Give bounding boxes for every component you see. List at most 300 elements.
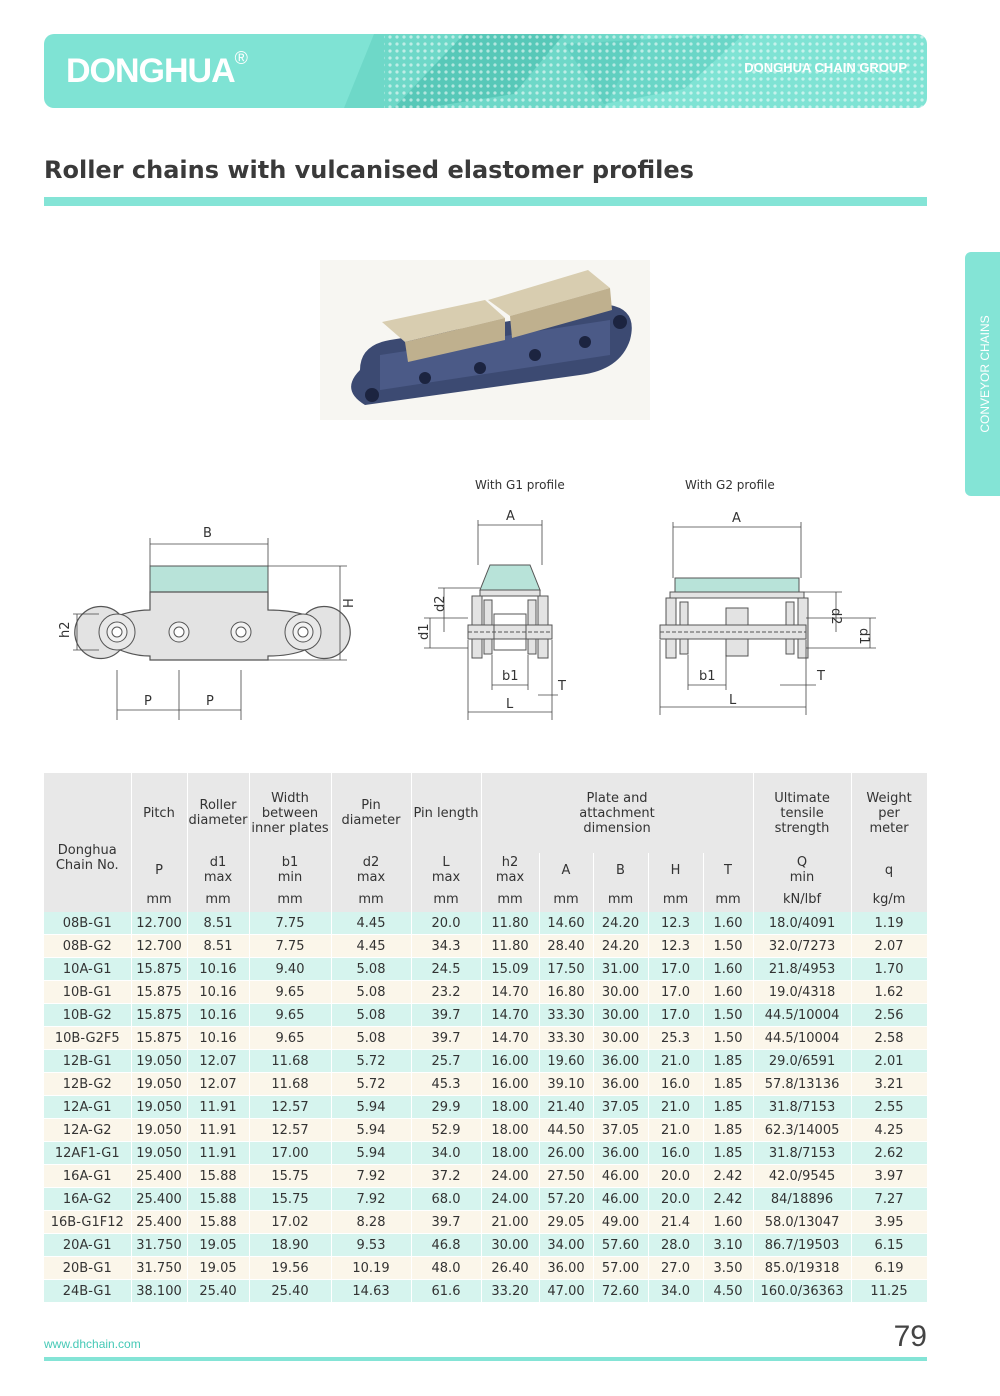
- g2-label-T: T: [817, 669, 825, 684]
- table-cell: 25.7: [411, 1050, 481, 1073]
- header-banner: [44, 34, 927, 108]
- g2-label-d2: d2: [828, 608, 843, 625]
- table-cell: 1.60: [703, 958, 753, 981]
- table-cell: 1.85: [703, 1050, 753, 1073]
- table-cell: 19.050: [131, 1096, 187, 1119]
- website-url[interactable]: www.dhchain.com: [44, 1337, 141, 1351]
- table-cell: 6.19: [851, 1257, 927, 1280]
- table-cell: 15.75: [249, 1165, 331, 1188]
- chain-number-cell: 10B-G2F5: [44, 1027, 131, 1050]
- table-cell: 38.100: [131, 1280, 187, 1303]
- table-cell: 18.90: [249, 1234, 331, 1257]
- table-cell: 11.80: [481, 912, 539, 935]
- table-cell: 1.50: [703, 1027, 753, 1050]
- table-cell: 31.8/7153: [753, 1142, 851, 1165]
- unit-cell: mm: [593, 887, 648, 912]
- unit-cell: mm: [648, 887, 703, 912]
- table-cell: 7.92: [331, 1188, 411, 1211]
- col-pin-length: Pin length: [411, 773, 481, 853]
- table-cell: 12.57: [249, 1119, 331, 1142]
- table-cell: 23.2: [411, 981, 481, 1004]
- table-cell: 2.62: [851, 1142, 927, 1165]
- table-cell: 47.00: [539, 1280, 593, 1303]
- page-number: 79: [893, 1320, 927, 1353]
- table-cell: 2.58: [851, 1027, 927, 1050]
- table-cell: 24.00: [481, 1165, 539, 1188]
- table-cell: 25.400: [131, 1211, 187, 1234]
- chain-number-cell: 12B-G1: [44, 1050, 131, 1073]
- table-cell: 8.28: [331, 1211, 411, 1234]
- table-cell: 4.45: [331, 935, 411, 958]
- chain-number-cell: 12AF1-G1: [44, 1142, 131, 1165]
- table-cell: 31.00: [593, 958, 648, 981]
- table-cell: 6.15: [851, 1234, 927, 1257]
- table-cell: 5.94: [331, 1119, 411, 1142]
- table-row: [44, 1050, 927, 1073]
- table-cell: 19.050: [131, 1119, 187, 1142]
- table-cell: 44.5/10004: [753, 1027, 851, 1050]
- table-cell: 15.875: [131, 1027, 187, 1050]
- g1-label-b1: b1: [502, 669, 519, 684]
- table-cell: 72.60: [593, 1280, 648, 1303]
- table-cell: 12.07: [187, 1050, 249, 1073]
- sym-cell: B: [593, 853, 648, 887]
- table-cell: 15.88: [187, 1188, 249, 1211]
- table-cell: 46.00: [593, 1165, 648, 1188]
- col-weight: Weight per meter: [851, 773, 927, 853]
- table-row: [44, 1257, 927, 1280]
- g2-label-d1: d1: [856, 628, 871, 645]
- product-photo: [320, 260, 650, 420]
- table-cell: 2.42: [703, 1165, 753, 1188]
- table-cell: 37.05: [593, 1096, 648, 1119]
- table-cell: 44.50: [539, 1119, 593, 1142]
- table-cell: 5.94: [331, 1096, 411, 1119]
- table-cell: 11.91: [187, 1119, 249, 1142]
- table-cell: 34.0: [411, 1142, 481, 1165]
- dim-label-P2: P: [206, 694, 214, 709]
- table-cell: 31.8/7153: [753, 1096, 851, 1119]
- table-cell: 34.3: [411, 935, 481, 958]
- table-cell: 15.09: [481, 958, 539, 981]
- table-cell: 25.3: [648, 1027, 703, 1050]
- table-cell: 14.60: [539, 912, 593, 935]
- table-cell: 1.19: [851, 912, 927, 935]
- sym-cell: T: [703, 853, 753, 887]
- sym-cell: d1 max: [187, 853, 249, 887]
- table-cell: 160.0/36363: [753, 1280, 851, 1303]
- unit-cell: mm: [703, 887, 753, 912]
- table-row: [44, 1004, 927, 1027]
- spec-table: [44, 773, 928, 1303]
- table-cell: 19.05: [187, 1257, 249, 1280]
- table-cell: 57.20: [539, 1188, 593, 1211]
- table-cell: 12.700: [131, 912, 187, 935]
- table-cell: 12.3: [648, 935, 703, 958]
- table-cell: 16.00: [481, 1073, 539, 1096]
- table-row: [44, 912, 927, 935]
- table-cell: 21.40: [539, 1096, 593, 1119]
- chain-number-cell: 08B-G2: [44, 935, 131, 958]
- dim-label-h2: h2: [58, 621, 73, 638]
- g2-profile-caption: With G2 profile: [685, 478, 775, 492]
- table-cell: 5.94: [331, 1142, 411, 1165]
- table-cell: 49.00: [593, 1211, 648, 1234]
- table-cell: 17.00: [249, 1142, 331, 1165]
- unit-cell: mm: [131, 887, 187, 912]
- table-cell: 15.875: [131, 958, 187, 981]
- sym-cell: L max: [411, 853, 481, 887]
- chain-number-cell: 16A-G2: [44, 1188, 131, 1211]
- table-cell: 20.0: [411, 912, 481, 935]
- table-cell: 1.62: [851, 981, 927, 1004]
- table-cell: 58.0/13047: [753, 1211, 851, 1234]
- table-cell: 15.875: [131, 981, 187, 1004]
- table-cell: 86.7/19503: [753, 1234, 851, 1257]
- table-cell: 28.0: [648, 1234, 703, 1257]
- unit-cell: mm: [539, 887, 593, 912]
- table-cell: 11.25: [851, 1280, 927, 1303]
- unit-cell: mm: [187, 887, 249, 912]
- sym-cell: d2 max: [331, 853, 411, 887]
- table-cell: 1.85: [703, 1119, 753, 1142]
- table-cell: 18.00: [481, 1142, 539, 1165]
- side-view-diagram: [55, 520, 375, 720]
- table-cell: 24.5: [411, 958, 481, 981]
- table-cell: 24.20: [593, 935, 648, 958]
- table-cell: 57.60: [593, 1234, 648, 1257]
- chain-number-cell: 16A-G1: [44, 1165, 131, 1188]
- table-cell: 42.0/9545: [753, 1165, 851, 1188]
- unit-cell: mm: [331, 887, 411, 912]
- table-cell: 7.92: [331, 1165, 411, 1188]
- table-cell: 27.0: [648, 1257, 703, 1280]
- table-cell: 1.60: [703, 1211, 753, 1234]
- table-cell: 17.0: [648, 981, 703, 1004]
- g1-profile-diagram: [410, 500, 580, 725]
- table-cell: 46.00: [593, 1188, 648, 1211]
- table-cell: 14.70: [481, 1004, 539, 1027]
- table-cell: 12.57: [249, 1096, 331, 1119]
- table-cell: 9.53: [331, 1234, 411, 1257]
- table-cell: 28.40: [539, 935, 593, 958]
- chain-number-cell: 20A-G1: [44, 1234, 131, 1257]
- chain-number-cell: 12A-G2: [44, 1119, 131, 1142]
- table-row: [44, 1142, 927, 1165]
- table-cell: 85.0/19318: [753, 1257, 851, 1280]
- table-cell: 29.05: [539, 1211, 593, 1234]
- table-row: [44, 935, 927, 958]
- g1-label-A: A: [506, 509, 515, 524]
- table-cell: 3.97: [851, 1165, 927, 1188]
- table-cell: 30.00: [593, 981, 648, 1004]
- table-cell: 19.05: [187, 1234, 249, 1257]
- table-cell: 48.0: [411, 1257, 481, 1280]
- sym-cell: q: [851, 853, 927, 887]
- col-plate-dimension: Plate and attachment dimension: [481, 773, 753, 853]
- table-cell: 21.0: [648, 1119, 703, 1142]
- table-cell: 8.51: [187, 935, 249, 958]
- col-tensile-strength: Ultimate tensile strength: [753, 773, 851, 853]
- table-cell: 25.400: [131, 1188, 187, 1211]
- table-cell: 45.3: [411, 1073, 481, 1096]
- table-cell: 21.0: [648, 1050, 703, 1073]
- table-cell: 30.00: [593, 1004, 648, 1027]
- table-cell: 19.0/4318: [753, 981, 851, 1004]
- table-row: [44, 1211, 927, 1234]
- table-cell: 11.91: [187, 1096, 249, 1119]
- table-cell: 10.16: [187, 958, 249, 981]
- table-cell: 15.88: [187, 1165, 249, 1188]
- table-cell: 26.00: [539, 1142, 593, 1165]
- g1-label-L: L: [506, 697, 514, 712]
- table-cell: 2.56: [851, 1004, 927, 1027]
- spec-table-body: [44, 912, 927, 1303]
- sym-cell: A: [539, 853, 593, 887]
- unit-cell: mm: [249, 887, 331, 912]
- table-cell: 4.45: [331, 912, 411, 935]
- table-cell: 19.050: [131, 1050, 187, 1073]
- table-cell: 5.08: [331, 958, 411, 981]
- table-cell: 57.8/13136: [753, 1073, 851, 1096]
- table-cell: 39.10: [539, 1073, 593, 1096]
- table-cell: 3.95: [851, 1211, 927, 1234]
- table-cell: 29.0/6591: [753, 1050, 851, 1073]
- table-cell: 9.65: [249, 1027, 331, 1050]
- table-cell: 1.85: [703, 1096, 753, 1119]
- table-row: [44, 981, 927, 1004]
- table-cell: 19.60: [539, 1050, 593, 1073]
- table-cell: 52.9: [411, 1119, 481, 1142]
- table-cell: 10.16: [187, 1004, 249, 1027]
- table-row: [44, 1188, 927, 1211]
- table-cell: 32.0/7273: [753, 935, 851, 958]
- table-cell: 37.2: [411, 1165, 481, 1188]
- table-cell: 17.0: [648, 958, 703, 981]
- table-cell: 1.85: [703, 1073, 753, 1096]
- table-cell: 9.65: [249, 981, 331, 1004]
- table-cell: 36.00: [539, 1257, 593, 1280]
- table-cell: 5.72: [331, 1073, 411, 1096]
- chain-number-cell: 12A-G1: [44, 1096, 131, 1119]
- unit-cell: mm: [481, 887, 539, 912]
- table-cell: 19.050: [131, 1142, 187, 1165]
- table-cell: 27.50: [539, 1165, 593, 1188]
- chain-number-cell: 10A-G1: [44, 958, 131, 981]
- table-cell: 9.40: [249, 958, 331, 981]
- dim-label-P1: P: [144, 694, 152, 709]
- table-cell: 31.750: [131, 1234, 187, 1257]
- table-cell: 16.0: [648, 1073, 703, 1096]
- table-cell: 30.00: [593, 1027, 648, 1050]
- table-cell: 34.0: [648, 1280, 703, 1303]
- g1-label-T: T: [558, 679, 566, 694]
- dim-label-B: B: [203, 526, 212, 541]
- sym-cell: P: [131, 853, 187, 887]
- table-cell: 7.75: [249, 935, 331, 958]
- table-cell: 8.51: [187, 912, 249, 935]
- g2-label-b1: b1: [699, 669, 716, 684]
- table-cell: 14.63: [331, 1280, 411, 1303]
- section-tab: CONVEYOR CHAINS: [965, 252, 1000, 496]
- table-cell: 4.25: [851, 1119, 927, 1142]
- table-cell: 9.65: [249, 1004, 331, 1027]
- table-cell: 15.75: [249, 1188, 331, 1211]
- table-cell: 16.80: [539, 981, 593, 1004]
- chain-number-cell: 10B-G1: [44, 981, 131, 1004]
- table-cell: 1.85: [703, 1142, 753, 1165]
- table-cell: 3.21: [851, 1073, 927, 1096]
- table-cell: 14.70: [481, 1027, 539, 1050]
- table-cell: 17.0: [648, 1004, 703, 1027]
- table-cell: 10.16: [187, 981, 249, 1004]
- table-cell: 14.70: [481, 981, 539, 1004]
- table-cell: 33.20: [481, 1280, 539, 1303]
- unit-cell: kN/lbf: [753, 887, 851, 912]
- table-cell: 5.08: [331, 981, 411, 1004]
- table-cell: 24.20: [593, 912, 648, 935]
- sym-cell: Q min: [753, 853, 851, 887]
- table-cell: 7.75: [249, 912, 331, 935]
- table-cell: 61.6: [411, 1280, 481, 1303]
- unit-cell: mm: [411, 887, 481, 912]
- table-cell: 10.19: [331, 1257, 411, 1280]
- chain-number-cell: 16B-G1F12: [44, 1211, 131, 1234]
- table-cell: 24.00: [481, 1188, 539, 1211]
- table-cell: 1.50: [703, 1004, 753, 1027]
- page-title: Roller chains with vulcanised elastomer profiles: [44, 156, 694, 184]
- table-cell: 39.7: [411, 1004, 481, 1027]
- table-cell: 57.00: [593, 1257, 648, 1280]
- units-row: [44, 887, 927, 912]
- table-cell: 11.91: [187, 1142, 249, 1165]
- table-cell: 84/18896: [753, 1188, 851, 1211]
- g2-label-A: A: [732, 511, 741, 526]
- table-cell: 7.27: [851, 1188, 927, 1211]
- brand-logo: DONGHUA®: [66, 48, 247, 90]
- footer-divider: [44, 1357, 927, 1361]
- table-cell: 19.56: [249, 1257, 331, 1280]
- table-cell: 25.40: [249, 1280, 331, 1303]
- table-cell: 33.30: [539, 1027, 593, 1050]
- table-row: [44, 1096, 927, 1119]
- table-cell: 12.3: [648, 912, 703, 935]
- table-cell: 11.80: [481, 935, 539, 958]
- col-chain-no: Donghua Chain No.: [44, 773, 131, 912]
- table-cell: 5.72: [331, 1050, 411, 1073]
- g2-profile-diagram: [640, 500, 890, 725]
- table-row: [44, 1165, 927, 1188]
- chain-number-cell: 20B-G1: [44, 1257, 131, 1280]
- table-cell: 18.00: [481, 1119, 539, 1142]
- table-cell: 20.0: [648, 1165, 703, 1188]
- table-cell: 10.16: [187, 1027, 249, 1050]
- table-cell: 36.00: [593, 1050, 648, 1073]
- table-row: [44, 958, 927, 981]
- table-cell: 21.4: [648, 1211, 703, 1234]
- table-cell: 20.0: [648, 1188, 703, 1211]
- table-cell: 2.01: [851, 1050, 927, 1073]
- col-inner-width: Width between inner plates: [249, 773, 331, 853]
- table-cell: 44.5/10004: [753, 1004, 851, 1027]
- table-cell: 16.0: [648, 1142, 703, 1165]
- chain-number-cell: 12B-G2: [44, 1073, 131, 1096]
- table-cell: 25.40: [187, 1280, 249, 1303]
- table-cell: 30.00: [481, 1234, 539, 1257]
- table-cell: 19.050: [131, 1073, 187, 1096]
- table-cell: 11.68: [249, 1050, 331, 1073]
- col-pitch: Pitch: [131, 773, 187, 853]
- table-cell: 21.8/4953: [753, 958, 851, 981]
- chain-number-cell: 10B-G2: [44, 1004, 131, 1027]
- table-cell: 46.8: [411, 1234, 481, 1257]
- table-cell: 21.00: [481, 1211, 539, 1234]
- table-cell: 12.07: [187, 1073, 249, 1096]
- col-roller-diameter: Roller diameter: [187, 773, 249, 853]
- table-cell: 33.30: [539, 1004, 593, 1027]
- table-cell: 5.08: [331, 1004, 411, 1027]
- sym-cell: h2 max: [481, 853, 539, 887]
- table-cell: 39.7: [411, 1211, 481, 1234]
- table-cell: 36.00: [593, 1142, 648, 1165]
- table-cell: 17.50: [539, 958, 593, 981]
- table-row: [44, 1234, 927, 1257]
- table-cell: 34.00: [539, 1234, 593, 1257]
- table-cell: 15.88: [187, 1211, 249, 1234]
- table-cell: 1.50: [703, 935, 753, 958]
- g1-label-d1: d1: [417, 623, 432, 640]
- table-cell: 11.68: [249, 1073, 331, 1096]
- table-cell: 2.07: [851, 935, 927, 958]
- g1-label-d2: d2: [433, 595, 448, 612]
- table-cell: 37.05: [593, 1119, 648, 1142]
- title-divider: [44, 197, 927, 206]
- table-row: [44, 1027, 927, 1050]
- table-cell: 4.50: [703, 1280, 753, 1303]
- table-cell: 3.10: [703, 1234, 753, 1257]
- chain-number-cell: 08B-G1: [44, 912, 131, 935]
- table-cell: 1.60: [703, 981, 753, 1004]
- table-cell: 2.42: [703, 1188, 753, 1211]
- table-row: [44, 1119, 927, 1142]
- table-cell: 15.875: [131, 1004, 187, 1027]
- table-cell: 31.750: [131, 1257, 187, 1280]
- unit-cell: kg/m: [851, 887, 927, 912]
- dim-label-H: H: [342, 598, 357, 608]
- col-pin-diameter: Pin diameter: [331, 773, 411, 853]
- table-cell: 2.55: [851, 1096, 927, 1119]
- table-cell: 68.0: [411, 1188, 481, 1211]
- table-cell: 18.00: [481, 1096, 539, 1119]
- table-cell: 5.08: [331, 1027, 411, 1050]
- table-cell: 17.02: [249, 1211, 331, 1234]
- table-row: [44, 1073, 927, 1096]
- table-cell: 29.9: [411, 1096, 481, 1119]
- table-cell: 3.50: [703, 1257, 753, 1280]
- sym-cell: H: [648, 853, 703, 887]
- table-cell: 1.70: [851, 958, 927, 981]
- table-row: [44, 1280, 927, 1303]
- sym-cell: b1 min: [249, 853, 331, 887]
- table-cell: 1.60: [703, 912, 753, 935]
- table-cell: 18.0/4091: [753, 912, 851, 935]
- table-cell: 12.700: [131, 935, 187, 958]
- table-cell: 26.40: [481, 1257, 539, 1280]
- table-cell: 36.00: [593, 1073, 648, 1096]
- table-cell: 62.3/14005: [753, 1119, 851, 1142]
- g2-label-L: L: [729, 693, 737, 708]
- table-cell: 39.7: [411, 1027, 481, 1050]
